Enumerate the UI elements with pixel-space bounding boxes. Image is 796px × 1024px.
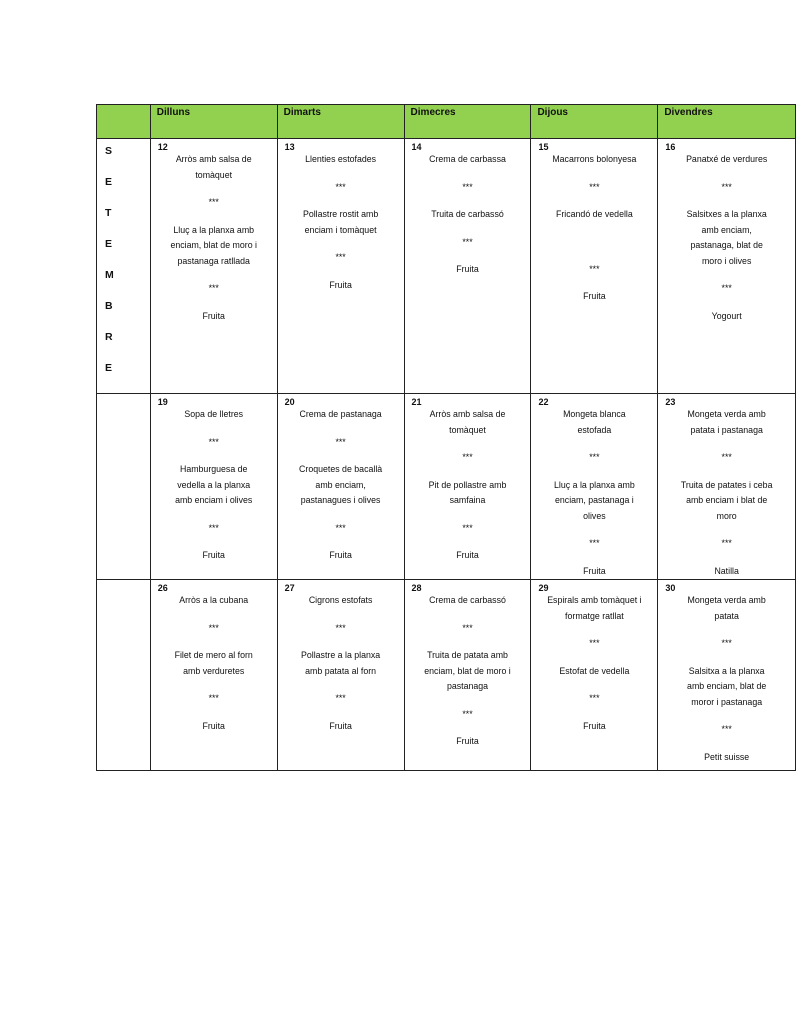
line-gap [662,552,791,564]
menu-line: Filet de mero al forn [174,650,253,660]
line-gap [535,168,653,180]
course-separator: *** [589,638,600,648]
line-gap [662,524,791,536]
menu-line: Crema de carbassó [429,595,506,605]
line-gap [155,423,273,435]
line-gap [155,707,273,719]
week-row-1 [97,139,796,394]
menu-line: moror i pastanaga [691,696,763,707]
course-separator: *** [335,436,346,447]
course-separator: *** [589,452,600,462]
line-gap [662,710,791,722]
day-number: 19 [157,397,168,407]
menu-line: Fruita [329,279,352,290]
menu-line: enciam, pastanaga i [555,495,634,505]
header-day-dimecres: Dimecres [404,105,531,139]
course-separator: *** [589,693,600,703]
menu-line: Fruita [202,550,225,560]
menu-line: Truita de patata amb [427,650,508,660]
line-gap [409,695,527,707]
menu-line: Mongeta verda amb [687,409,766,419]
line-gap [535,223,653,235]
header-day-dijous: Dijous [531,105,658,139]
menu-line: patata [714,610,739,621]
line-gap [409,722,527,734]
menu-line: Lluç a la planxa amb [554,479,635,490]
day-cell [277,394,404,580]
course-separator: *** [589,181,600,192]
menu-line: Fruita [202,310,225,321]
day-number: 22 [538,397,549,407]
day-number: 23 [665,397,676,407]
menu-line: samfaina [449,495,486,505]
menu-line: Yogourt [711,310,742,321]
course-separator: *** [208,693,219,703]
line-gap [662,738,791,750]
menu-line: Natilla [714,565,739,576]
day-number: 13 [284,142,295,152]
menu-line: Crema de pastanaga [299,409,382,419]
menu-line: Fruita [456,264,479,274]
menu-line: patata i pastanaga [690,424,763,435]
line-gap [155,183,273,195]
line-gap [409,250,527,262]
day-cell [150,139,277,394]
day-cell [277,139,404,394]
line-gap [282,509,400,521]
header-day-divendres: Divendres [658,105,796,139]
course-separator: *** [335,522,346,533]
menu-line: Macarrons bolonyesa [552,154,637,164]
day-menu [151,152,277,324]
day-cell [531,580,658,771]
line-gap [282,679,400,691]
line-gap [535,277,653,289]
menu-line [535,235,653,250]
menu-line: amb enciam i blat de [686,495,768,505]
day-cell [404,580,531,771]
line-gap [535,250,653,262]
menu-line: amb patata al forn [305,665,377,676]
menu-line: Truita de carbassó [431,209,504,219]
menu-line: Hamburguesa de [179,464,248,474]
day-cell [150,394,277,580]
line-gap [282,707,400,719]
line-gap [662,195,791,207]
menu-line: amb enciam, blat de [687,681,767,691]
month-letter: B [105,300,113,312]
line-gap [535,707,653,719]
line-gap [662,652,791,664]
day-menu [531,407,657,579]
line-gap [409,438,527,450]
menu-line: Fruita [329,720,352,731]
line-gap [155,636,273,648]
menu-line: amb enciam i olives [175,495,253,505]
line-gap [535,466,653,478]
course-separator: *** [462,236,473,247]
line-gap [535,624,653,636]
course-separator: *** [462,181,473,192]
day-number: 27 [284,583,295,593]
line-gap [282,609,400,621]
day-number: 28 [411,583,422,593]
day-number: 12 [157,142,168,152]
course-separator: *** [462,708,473,719]
day-menu [405,407,531,564]
menu-line: Salsitxa a la planxa [688,665,765,676]
menu-line: pastanaga [446,681,489,691]
course-separator: *** [589,263,600,274]
course-separator: *** [721,283,732,293]
day-menu [278,593,404,734]
month-letter: S [105,145,113,157]
line-gap [282,168,400,180]
line-gap [409,466,527,478]
line-gap [662,466,791,478]
day-number: 30 [665,583,676,593]
menu-line: Fruita [583,565,606,576]
line-gap [535,552,653,564]
header-day-dimarts: Dimarts [277,105,404,139]
day-menu [278,152,404,293]
course-separator: *** [208,283,219,293]
day-menu [531,593,657,734]
line-gap [409,168,527,180]
menu-line: Fruita [583,291,606,301]
day-cell [658,394,796,580]
menu-line: Croquetes de bacallà [299,464,383,474]
line-gap [282,536,400,548]
menu-line: Mongeta verda amb [687,595,766,605]
header-corner [97,105,151,139]
day-menu [278,407,404,564]
menu-line: Fruita [583,720,606,731]
menu-line: Crema de carbassa [429,154,506,164]
header-row [97,105,796,139]
line-gap [282,450,400,462]
menu-line: Pollastre a la planxa [300,650,381,660]
day-menu [405,152,531,278]
line-gap [409,223,527,235]
lunch-menu-table [96,104,796,771]
course-separator: *** [335,693,346,703]
menu-line: Fruita [456,736,479,746]
menu-line: Panatxé de verdures [686,154,768,164]
day-menu [151,593,277,734]
menu-line: Sopa de lletres [184,409,244,419]
menu-line: vedella a la planxa [177,479,251,490]
course-separator: *** [721,452,732,462]
line-gap [535,524,653,536]
day-menu [658,152,795,324]
line-gap [535,652,653,664]
day-cell [531,394,658,580]
menu-line: amb enciam, [701,224,752,235]
day-cell [531,139,658,394]
menu-line: olives [583,510,606,521]
day-cell [404,139,531,394]
day-number: 26 [157,583,168,593]
line-gap [155,269,273,281]
course-separator: *** [462,452,473,462]
header-day-dilluns: Dilluns [150,105,277,139]
month-spacer [97,394,151,580]
line-gap [155,609,273,621]
line-gap [155,211,273,223]
line-gap [282,636,400,648]
line-gap [155,509,273,521]
menu-line: tomàquet [449,424,486,435]
course-separator: *** [335,181,346,192]
course-separator: *** [208,622,219,633]
line-gap [409,195,527,207]
line-gap [662,624,791,636]
month-spacer [97,580,151,771]
month-letter: E [105,362,113,374]
day-menu [151,407,277,564]
menu-line: Arròs a la cubana [179,595,249,605]
line-gap [662,297,791,309]
menu-line: Fruita [202,720,225,731]
line-gap [155,450,273,462]
menu-line: formatge ratllat [565,610,624,621]
day-cell [658,139,796,394]
line-gap [535,195,653,207]
menu-line: pastanagues i olives [300,495,381,505]
menu-line: pastanaga, blat de [690,240,763,250]
menu-line: Mongeta blanca [563,409,626,419]
day-cell [658,580,796,771]
menu-line: Salsitxes a la planxa [686,209,767,219]
day-cell [404,394,531,580]
day-number: 21 [411,397,422,407]
course-separator: *** [721,724,732,734]
day-number: 15 [538,142,549,152]
course-separator: *** [335,622,346,633]
menu-line: Cigrons estofats [308,595,373,605]
day-menu [405,593,531,750]
course-separator: *** [462,522,473,533]
line-gap [662,168,791,180]
day-menu [531,152,657,305]
menu-line: Truita de patates i ceba [680,479,773,490]
menu-line: Espirals amb tomàquet i [547,595,642,605]
line-gap [282,238,400,250]
course-separator: *** [208,197,219,207]
menu-line: Estofat de vedella [559,665,630,676]
week-row-3 [97,580,796,771]
line-gap [409,636,527,648]
line-gap [409,609,527,621]
month-letter: M [105,269,114,281]
menu-line: moro [716,510,737,521]
menu-line: tomàquet [195,169,233,180]
course-separator: *** [335,252,346,262]
course-separator: *** [721,181,732,192]
course-separator: *** [721,538,732,548]
menu-line: Arròs amb salsa de [429,409,506,419]
menu-line: enciam, blat de moro i [170,240,257,250]
line-gap [409,509,527,521]
day-number: 14 [411,142,422,152]
menu-line: Arròs amb salsa de [175,154,252,164]
line-gap [282,423,400,435]
menu-line: Fricandó de vedella [555,209,633,219]
menu-line: pastanaga ratllada [177,255,250,266]
day-number: 20 [284,397,295,407]
line-gap [155,536,273,548]
month-letter: R [105,331,113,343]
menu-line: estofada [577,424,612,435]
menu-line: amb verduretes [183,665,245,676]
month-letter: E [105,176,113,188]
line-gap [155,297,273,309]
course-separator: *** [721,638,732,648]
line-gap [535,679,653,691]
course-separator: *** [589,538,600,548]
course-separator: *** [462,622,473,633]
menu-line: Petit suisse [704,751,750,762]
week-row-2 [97,394,796,580]
day-cell [150,580,277,771]
menu-line: amb enciam, [315,479,366,490]
month-label [97,139,151,394]
line-gap [282,266,400,278]
menu-line: enciam, blat de moro i [424,665,511,676]
day-number: 16 [665,142,676,152]
day-menu [658,593,795,765]
menu-line: Fruita [456,550,479,560]
day-cell [277,580,404,771]
menu-line: Llenties estofades [305,154,377,164]
line-gap [409,536,527,548]
menu-line: Pollastre rostit amb [302,209,379,219]
month-letter: T [105,207,112,219]
menu-line: Pit de pollastre amb [428,479,507,490]
line-gap [155,679,273,691]
line-gap [662,269,791,281]
menu-line: Fruita [329,550,352,560]
line-gap [535,438,653,450]
line-gap [662,438,791,450]
day-number: 29 [538,583,549,593]
line-gap [282,195,400,207]
menu-line: moro i olives [701,255,752,266]
menu-line: enciam i tomàquet [304,224,377,235]
menu-line: Lluç a la planxa amb [173,224,255,235]
month-letter: E [105,238,113,250]
course-separator: *** [208,522,219,533]
day-menu [658,407,795,579]
course-separator: *** [208,436,219,447]
